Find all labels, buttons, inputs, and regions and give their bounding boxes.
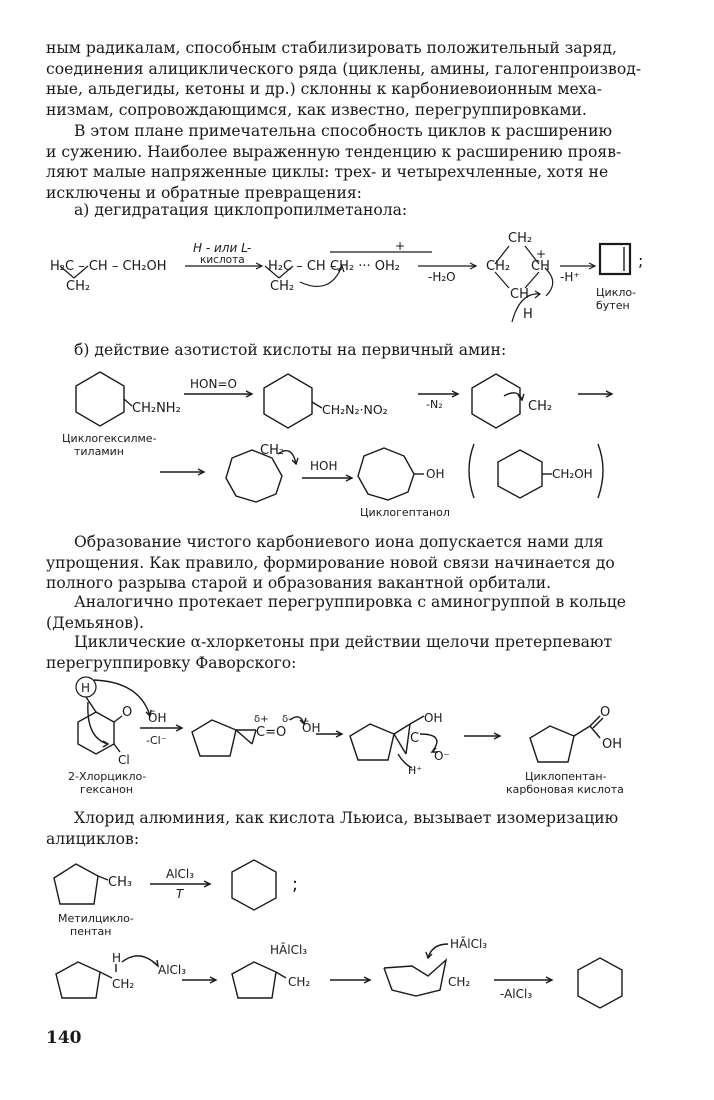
reactant-name: Циклогексилме-	[62, 432, 157, 445]
proton: H⁺	[408, 764, 423, 777]
item-a-heading: а) дегидратация циклопропилметанола:	[74, 201, 408, 219]
catalyst-label: AlCl₃	[166, 867, 195, 881]
page-number: 140	[46, 1028, 82, 1048]
ring-ch2: CH₂	[508, 231, 533, 246]
text-line: исключены и обратные превращения:	[46, 183, 362, 202]
oxide-ion: O⁻	[434, 749, 450, 763]
carbonyl-oxygen: O	[122, 705, 133, 720]
complex-label: HĀlCl₃	[450, 937, 488, 951]
methylene-group: CH₂	[112, 977, 135, 991]
semicolon: ;	[638, 251, 644, 270]
carbon-center: C	[410, 731, 420, 746]
reactant-name: 2-Хлорцикло-	[68, 770, 147, 783]
intermediate-formula: H₂C – CH –	[268, 259, 337, 274]
hydroxide-attack: ŌH	[302, 721, 321, 735]
partial-charge: δ+	[254, 714, 269, 725]
oxonium-ion: CH₂ ··· OH₂	[330, 259, 400, 274]
carbonyl-group: C=O	[256, 725, 287, 740]
nitrogen-loss: -N₂	[426, 398, 443, 411]
catalyst-release: -AlCl₃	[500, 987, 533, 1001]
side-product-group: CH₂OH	[552, 467, 593, 481]
alpha-hydrogen: H	[81, 681, 91, 695]
text-line: алициклов:	[46, 829, 140, 848]
hydride-h: H	[112, 951, 122, 965]
hydroxyl-group: OH	[424, 711, 443, 725]
charge-plus: +	[395, 239, 406, 253]
paragraph-5	[46, 632, 666, 673]
text-line: ным радикалам, способным стабилизировать положительный заряд,	[46, 39, 617, 57]
text-line: и сужению. Наиболее выраженную тенденцию к расширению прояв-	[46, 142, 622, 161]
partial-charge: δ-	[282, 714, 292, 725]
reactant-name: Метилцикло-	[58, 912, 134, 925]
text-line: низмам, сопровождающимся, как известно, перегруппировками.	[46, 100, 587, 119]
chloride-loss: -Cl⁻	[146, 734, 167, 747]
complex-label: HĀlCl₃	[270, 943, 308, 957]
water-loss: -H₂O	[428, 270, 456, 284]
carbocation-ch2: CH₂	[528, 399, 553, 414]
hydroxyl-group: OH	[426, 467, 445, 481]
text-line: Хлорид алюминия, как кислота Льюиса, вызывает изомеризацию	[74, 809, 619, 827]
ring-ch: CH	[531, 259, 550, 274]
methyl-group: CH₃	[108, 875, 133, 890]
text-line: ные, альдегиды, кетоны и др.) склонны к карбониевоионным меха-	[46, 80, 603, 98]
paragraph-1	[46, 38, 666, 120]
water-reagent: HOH	[310, 459, 338, 473]
scheme-d	[0, 850, 714, 1026]
reactant-name: пентан	[70, 925, 112, 938]
reagent-label: HON=O	[190, 377, 237, 391]
product-name: карбоновая кислота	[506, 783, 624, 796]
reactant-name: тиламин	[74, 445, 124, 458]
product-name: Циклогептанол	[360, 506, 450, 519]
text-line: Образование чистого карбониевого иона допускается нами для	[74, 533, 604, 551]
text-line: упрощения. Как правило, формирование новой связи начинается до	[46, 553, 615, 572]
acid-oxygen: O	[600, 705, 611, 720]
amine-group: CH₂NH₂	[132, 401, 181, 416]
diazonium-group: CH₂N₂·NO₂	[322, 402, 388, 417]
product-name: Циклопентан-	[525, 770, 607, 783]
ring-ch: CH	[510, 287, 529, 302]
proton-loss: -H⁺	[560, 270, 580, 284]
text-line: полного разрыва старой и образования вакантной орбитали.	[46, 574, 552, 592]
reagent-label: H - или L-	[193, 241, 252, 255]
lewis-acid: AlCl₃	[158, 963, 187, 977]
chlorine: Cl	[118, 753, 130, 767]
scheme-c	[0, 672, 714, 802]
acid-hydroxyl: OH	[602, 737, 623, 752]
reactant-formula: H₂C – CH – CH₂OH	[50, 259, 167, 274]
text-line: перегруппировку Фаворского:	[46, 653, 297, 672]
scheme-a	[0, 222, 714, 330]
item-b-heading: б) действие азотистой кислоты на первичный амин:	[74, 341, 507, 359]
text-line: Циклические α-хлоркетоны при действии щелочи претерпевают	[74, 633, 613, 651]
ring-ch2: CH₂	[260, 443, 285, 458]
charge-plus: +	[536, 247, 547, 261]
proton-h: H	[523, 307, 533, 322]
temperature-label: T	[176, 887, 184, 901]
paragraph-4	[46, 592, 666, 633]
text-line: соединения алициклического ряда (циклены, амины, галогенпроизвод-	[46, 59, 642, 78]
text-line: (Демьянов).	[46, 613, 145, 632]
ring-ch2: CH₂	[448, 975, 471, 989]
product-name: бутен	[596, 299, 630, 312]
semicolon: ;	[292, 874, 299, 895]
carbocation-ch2: CH₂	[288, 975, 311, 989]
hydroxide-reagent: ŌH	[148, 711, 167, 725]
ring-ch2: CH₂	[486, 259, 511, 274]
text-line: В этом плане примечательна способность циклов к расширению	[74, 122, 613, 140]
reagent-label: кислота	[200, 254, 245, 266]
text-line: Аналогично протекает перегруппировка с аминогруппой в кольце	[74, 593, 627, 611]
paragraph-6	[46, 808, 666, 849]
scheme-b	[0, 364, 714, 524]
text-line: ляют малые напряженные циклы: трех- и четырехчленные, хотя не	[46, 163, 609, 181]
reactant-name: гексанон	[80, 783, 134, 796]
ring-ch2: CH₂	[270, 279, 295, 294]
paragraph-3	[46, 532, 666, 594]
paragraph-2	[46, 121, 666, 203]
ring-ch2: CH₂	[66, 279, 91, 294]
product-name: Цикло-	[596, 286, 637, 299]
